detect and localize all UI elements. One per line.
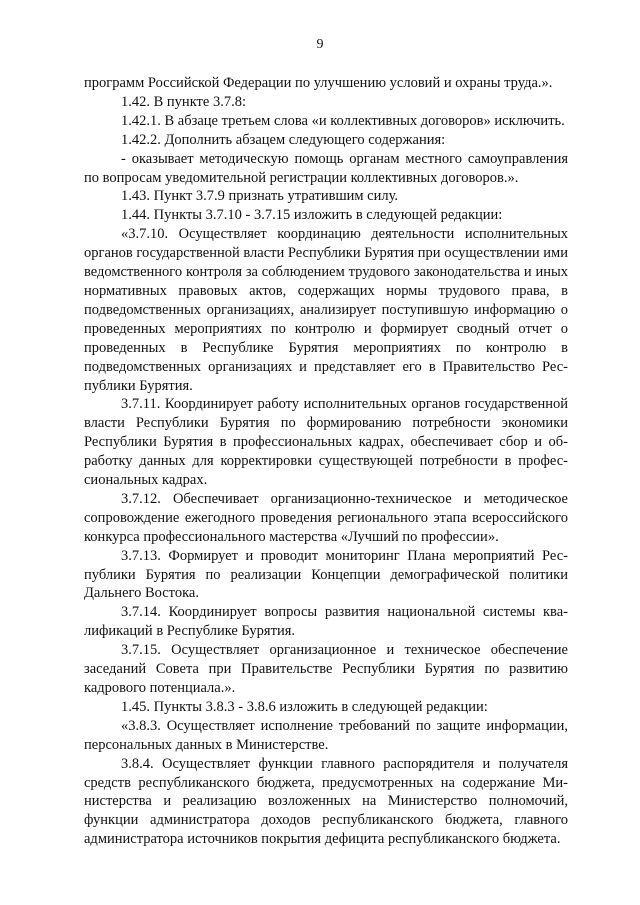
paragraph-clause-3-7-12: 3.7.12. Обеспечивает организационно-техническое и методическое сопровождение ежегодного проведения регионального этапа всероссийского конкурса профессионального мастерства «Лучший по профессии».	[84, 490, 568, 545]
paragraph-item-1-43: 1.43. Пункт 3.7.9 признать утратившим силу.	[121, 188, 399, 205]
paragraph-item-1-44: 1.44. Пункты 3.7.10 - 3.7.15 изложить в следующей редакции:	[121, 207, 503, 224]
document-body	[84, 74, 568, 849]
paragraph-clause-3-7-14: 3.7.14. Координирует вопросы развития национальной системы квалификаций в Республике Бурятия.	[84, 604, 568, 640]
paragraph-item-1-42-1: 1.42.1. В абзаце третьем слова «и коллективных договоров» исключить.	[121, 112, 565, 129]
paragraph-item-1-45: 1.45. Пункты 3.8.3 - 3.8.6 изложить в следующей редакции:	[121, 698, 488, 715]
paragraph-clause-3-7-11: 3.7.11. Координирует работу исполнительных органов государственной власти Республики Бурятия по формированию потребности экономики Республики Бурятия в профессиональных кадрах, обеспечивает сбор и обработку данных для корректировки существующей потребности в профессиональных кадрах.	[84, 396, 568, 489]
paragraph-clause-3-7-13: 3.7.13. Формирует и проводит мониторинг Плана мероприятий Республики Бурятия по реализации Концепции демографической политики Дальнего Востока.	[84, 547, 568, 602]
page-number: 9	[316, 37, 324, 52]
paragraph-new-clause: - оказывает методическую помощь органам местного самоуправления по вопросам уведомительной регистрации коллективных договоров.».	[84, 150, 568, 186]
paragraph-clause-3-8-3: «3.8.3. Осуществляет исполнение требований по защите информации, персональных данных в Министерстве.	[84, 717, 568, 753]
paragraph-item-1-42-2: 1.42.2. Дополнить абзацем следующего содержания:	[121, 131, 446, 148]
paragraph-clause-3-7-10: «3.7.10. Осуществляет координацию деятельности исполнительных органов государственной власти Республики Бурятия при осуществлении ими ведомственного контроля за соблюдением трудового законодательства и иных нормативных правовых актов, содержащих нормы трудового права, в подведомственных организациях, анализирует поступившую информацию о проведенных мероприятиях по контролю и формирует сводный отчет о проведенных в Республике Бурятия мероприятиях по контролю в подведомственных организациях и представляет его в Правительство Республики Бурятия.	[84, 226, 568, 394]
paragraph-continuation: программ Российской Федерации по улучшению условий и охраны труда.».	[84, 75, 553, 91]
paragraph-item-1-42: 1.42. В пункте 3.7.8:	[121, 93, 246, 110]
paragraph-clause-3-7-15: 3.7.15. Осуществляет организационное и техническое обеспечение заседаний Совета при Правительстве Республики Бурятия по развитию кадрового потенциала.».	[84, 642, 568, 696]
paragraph-clause-3-8-4: 3.8.4. Осуществляет функции главного распорядителя и получателя средств республиканского бюджета, предусмотренных на содержание Министерства и реализацию возложенных на Министерство полномочий, функции администратора доходов республиканского бюджета, главного администратора источников покрытия дефицита республиканского бюджета.	[84, 755, 568, 848]
